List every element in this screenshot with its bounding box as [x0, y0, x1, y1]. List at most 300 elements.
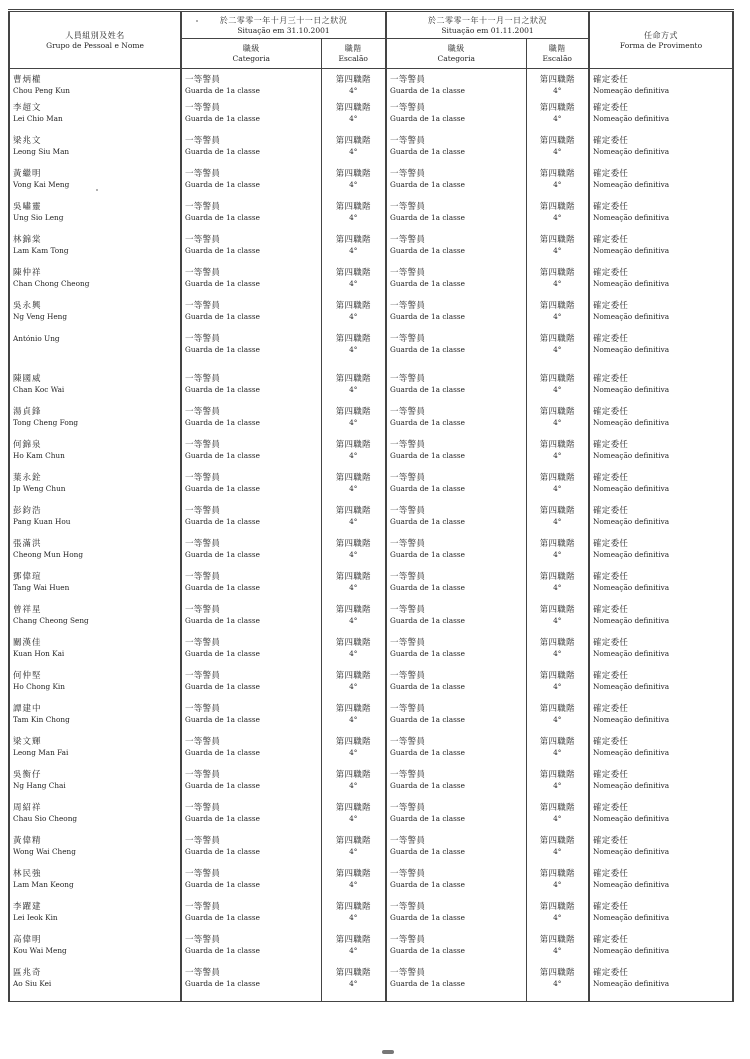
escalao-before-pt: 4°: [349, 484, 358, 493]
person-name-pt: Lam Kam Tong: [13, 246, 69, 255]
escalao-before-zh: 第四職階: [335, 169, 371, 179]
categoria-before: [181, 704, 321, 737]
forma-provimento: [589, 301, 733, 334]
person-name: [9, 671, 181, 704]
escalao-before-zh: 第四職階: [335, 136, 371, 146]
escalao-before: [321, 334, 386, 374]
person-name-pt: Chou Peng Kun: [13, 86, 70, 95]
person-name-zh: 陳仲祥: [13, 268, 42, 278]
forma-provimento: [589, 539, 733, 572]
categoria-before: [181, 869, 321, 902]
header-categoria-1-pt: Categoria: [232, 54, 270, 63]
forma-provimento-zh: 確定委任: [593, 770, 629, 780]
escalao-before-zh: 第四職階: [335, 202, 371, 212]
escalao-before: [321, 605, 386, 638]
escalao-after-pt: 4°: [553, 180, 562, 189]
forma-provimento: [589, 704, 733, 737]
forma-provimento: [589, 803, 733, 836]
forma-provimento-pt: Nomeação definitiva: [593, 583, 670, 592]
escalao-before-pt: 4°: [349, 451, 358, 460]
escalao-after: [526, 605, 589, 638]
categoria-after: [386, 473, 526, 506]
person-name-zh: 陳國威: [13, 374, 42, 384]
forma-provimento-zh: 確定委任: [593, 169, 629, 179]
person-name: [9, 638, 181, 671]
forma-provimento: [589, 572, 733, 605]
table-row: [9, 935, 733, 968]
categoria-before-zh: 一等警員: [185, 704, 221, 714]
header-forma-pt: Forma de Provimento: [619, 40, 703, 50]
header-period-2: [386, 11, 589, 39]
categoria-after-pt: Guarda de 1a classe: [390, 213, 465, 222]
categoria-after: [386, 572, 526, 605]
escalao-before-pt: 4°: [349, 748, 358, 757]
person-name: [9, 473, 181, 506]
escalao-after-zh: 第四職階: [539, 268, 575, 278]
escalao-after-pt: 4°: [553, 715, 562, 724]
categoria-after-zh: 一等警員: [390, 202, 426, 212]
person-name: [9, 737, 181, 770]
person-name-pt: Ng Veng Heng: [13, 312, 68, 321]
table-row: [9, 737, 733, 770]
escalao-after-zh: 第四職階: [539, 407, 575, 417]
person-name: [9, 902, 181, 935]
escalao-after: [526, 473, 589, 506]
escalao-after: [526, 136, 589, 169]
header-escalao-1-pt: Escalão: [338, 54, 368, 63]
categoria-after-zh: 一等警員: [390, 704, 426, 714]
escalao-before-zh: 第四職階: [335, 103, 371, 113]
categoria-before-pt: Guarda de 1a classe: [185, 583, 260, 592]
escalao-before: [321, 473, 386, 506]
categoria-after: [386, 235, 526, 268]
forma-provimento-zh: 確定委任: [593, 902, 629, 912]
escalao-after-pt: 4°: [553, 213, 562, 222]
escalao-after: [526, 374, 589, 407]
escalao-before: [321, 638, 386, 671]
forma-provimento-pt: Nomeação definitiva: [593, 946, 670, 955]
escalao-after: [526, 169, 589, 202]
categoria-after-pt: Guarda de 1a classe: [390, 418, 465, 427]
escalao-after: [526, 704, 589, 737]
categoria-after-zh: 一等警員: [390, 572, 426, 582]
person-name-pt: Vong Kai Meng: [13, 180, 70, 189]
escalao-after-zh: 第四職階: [539, 539, 575, 549]
escalao-after: [526, 902, 589, 935]
categoria-after-pt: Guarda de 1a classe: [390, 682, 465, 691]
header-name-column: [9, 11, 181, 69]
table-row: [9, 268, 733, 301]
forma-provimento-pt: Nomeação definitiva: [593, 180, 670, 189]
forma-provimento: [589, 902, 733, 935]
escalao-after-pt: 4°: [553, 550, 562, 559]
person-name-pt: Lei Ieok Kin: [13, 913, 58, 922]
person-name-zh: 周紹祥: [13, 803, 42, 813]
categoria-before-pt: Guarda de 1a classe: [185, 418, 260, 427]
escalao-before-pt: 4°: [349, 246, 358, 255]
categoria-before-pt: Guarda de 1a classe: [185, 114, 260, 123]
escalao-after: [526, 301, 589, 334]
forma-provimento: [589, 605, 733, 638]
categoria-after-zh: 一等警員: [390, 103, 426, 113]
escalao-after-zh: 第四職階: [539, 202, 575, 212]
escalao-before-pt: 4°: [349, 550, 358, 559]
escalao-after-pt: 4°: [553, 880, 562, 889]
escalao-before-zh: 第四職階: [335, 671, 371, 681]
categoria-before-pt: Guarda de 1a classe: [185, 246, 260, 255]
forma-provimento-zh: 確定委任: [593, 374, 629, 384]
categoria-after: [386, 803, 526, 836]
escalao-after: [526, 440, 589, 473]
escalao-after-pt: 4°: [553, 114, 562, 123]
person-name-zh: 黃繼明: [13, 169, 42, 179]
escalao-after-zh: 第四職階: [539, 169, 575, 179]
escalao-after-pt: 4°: [553, 682, 562, 691]
escalao-before-zh: 第四職階: [335, 334, 371, 344]
categoria-after-zh: 一等警員: [390, 506, 426, 516]
escalao-after: [526, 539, 589, 572]
scan-speck: [196, 20, 198, 22]
escalao-before: [321, 539, 386, 572]
categoria-after: [386, 169, 526, 202]
forma-provimento-pt: Nomeação definitiva: [593, 418, 670, 427]
categoria-before-zh: 一等警員: [185, 268, 221, 278]
forma-provimento: [589, 506, 733, 539]
categoria-before: [181, 836, 321, 869]
table-row: [9, 539, 733, 572]
escalao-before: [321, 202, 386, 235]
escalao-before-pt: 4°: [349, 649, 358, 658]
escalao-before-zh: 第四職階: [335, 407, 371, 417]
table-row: [9, 572, 733, 605]
categoria-before-zh: 一等警員: [185, 539, 221, 549]
table-row: [9, 836, 733, 869]
person-name-zh: 吳衡仔: [13, 770, 42, 780]
categoria-after: [386, 301, 526, 334]
categoria-after: [386, 407, 526, 440]
forma-provimento-zh: 確定委任: [593, 473, 629, 483]
categoria-before-zh: 一等警員: [185, 169, 221, 179]
person-name-zh: 林民強: [13, 869, 42, 879]
person-name-pt: Wong Wai Cheng: [13, 847, 76, 856]
categoria-before-pt: Guarda de 1a classe: [185, 781, 260, 790]
categoria-before: [181, 638, 321, 671]
categoria-before-pt: Guarda de 1a classe: [185, 451, 260, 460]
categoria-before: [181, 737, 321, 770]
person-name-pt: Ho Kam Chun: [13, 451, 65, 460]
escalao-before-zh: 第四職階: [335, 268, 371, 278]
categoria-before: [181, 671, 321, 704]
forma-provimento-pt: Nomeação definitiva: [593, 682, 670, 691]
forma-provimento-zh: 確定委任: [593, 301, 629, 311]
categoria-before-pt: Guarda de 1a classe: [185, 979, 260, 988]
table-row: [9, 902, 733, 935]
person-name-pt: Ng Hang Chai: [13, 781, 66, 790]
categoria-before: [181, 235, 321, 268]
categoria-before-zh: 一等警員: [185, 473, 221, 483]
personnel-table: [8, 9, 734, 1002]
categoria-after-pt: Guarda de 1a classe: [390, 114, 465, 123]
categoria-before-pt: Guarda de 1a classe: [185, 946, 260, 955]
escalao-after-pt: 4°: [553, 312, 562, 321]
escalao-before-zh: 第四職階: [335, 737, 371, 747]
escalao-after-pt: 4°: [553, 279, 562, 288]
escalao-after-pt: 4°: [553, 418, 562, 427]
categoria-after-pt: Guarda de 1a classe: [390, 946, 465, 955]
escalao-after-pt: 4°: [553, 814, 562, 823]
escalao-before-pt: 4°: [349, 781, 358, 790]
escalao-before: [321, 902, 386, 935]
categoria-after: [386, 334, 526, 374]
forma-provimento-zh: 確定委任: [593, 737, 629, 747]
escalao-after-pt: 4°: [553, 583, 562, 592]
escalao-before: [321, 737, 386, 770]
person-name: [9, 869, 181, 902]
categoria-before-pt: Guarda de 1a classe: [185, 682, 260, 691]
categoria-before: [181, 935, 321, 968]
escalao-after-pt: 4°: [553, 517, 562, 526]
forma-provimento-zh: 確定委任: [593, 506, 629, 516]
escalao-before-pt: 4°: [349, 814, 358, 823]
person-name-pt: Lam Man Keong: [13, 880, 74, 889]
escalao-before-pt: 4°: [349, 715, 358, 724]
escalao-before-zh: 第四職階: [335, 968, 371, 978]
categoria-before-zh: 一等警員: [185, 440, 221, 450]
forma-provimento-pt: Nomeação definitiva: [593, 484, 670, 493]
forma-provimento: [589, 103, 733, 136]
person-name-zh: 湯貞鋒: [13, 407, 42, 417]
person-name-pt: Tang Wai Huen: [13, 583, 70, 592]
categoria-after-pt: Guarda de 1a classe: [390, 180, 465, 189]
escalao-before: [321, 407, 386, 440]
categoria-after-zh: 一等警員: [390, 902, 426, 912]
categoria-before-pt: Guarda de 1a classe: [185, 312, 260, 321]
escalao-after-pt: 4°: [553, 847, 562, 856]
forma-provimento-zh: 確定委任: [593, 968, 629, 978]
escalao-after-zh: 第四職階: [539, 75, 575, 85]
categoria-after-zh: 一等警員: [390, 605, 426, 615]
forma-provimento: [589, 671, 733, 704]
categoria-after-pt: Guarda de 1a classe: [390, 345, 465, 354]
header-forma-column: [589, 11, 733, 69]
escalao-after: [526, 268, 589, 301]
header-forma-zh: 任命方式: [644, 30, 678, 40]
categoria-before-zh: 一等警員: [185, 671, 221, 681]
person-name-zh: 李躍建: [13, 902, 42, 912]
escalao-before-pt: 4°: [349, 583, 358, 592]
escalao-before-pt: 4°: [349, 880, 358, 889]
categoria-after: [386, 268, 526, 301]
categoria-after-pt: Guarda de 1a classe: [390, 847, 465, 856]
person-name: [9, 202, 181, 235]
categoria-after-pt: Guarda de 1a classe: [390, 583, 465, 592]
categoria-before-zh: 一等警員: [185, 235, 221, 245]
person-name-zh: 何錦泉: [13, 440, 42, 450]
header-categoria-2-pt: Categoria: [437, 54, 475, 63]
forma-provimento-pt: Nomeação definitiva: [593, 748, 670, 757]
escalao-before: [321, 69, 386, 104]
categoria-before-zh: 一等警員: [185, 506, 221, 516]
forma-provimento-zh: 確定委任: [593, 836, 629, 846]
escalao-after: [526, 407, 589, 440]
forma-provimento-zh: 確定委任: [593, 638, 629, 648]
categoria-after-pt: Guarda de 1a classe: [390, 246, 465, 255]
escalao-after-zh: 第四職階: [539, 869, 575, 879]
table-row: [9, 770, 733, 803]
escalao-before-pt: 4°: [349, 180, 358, 189]
header-categoria-1-zh: 職級: [242, 44, 260, 53]
forma-provimento: [589, 935, 733, 968]
categoria-before-pt: Guarda de 1a classe: [185, 517, 260, 526]
escalao-before-pt: 4°: [349, 385, 358, 394]
forma-provimento-pt: Nomeação definitiva: [593, 86, 670, 95]
table-row: [9, 407, 733, 440]
escalao-before-pt: 4°: [349, 913, 358, 922]
categoria-before: [181, 902, 321, 935]
escalao-after-zh: 第四職階: [539, 506, 575, 516]
escalao-after-pt: 4°: [553, 86, 562, 95]
forma-provimento-zh: 確定委任: [593, 671, 629, 681]
person-name-zh: 曹炳權: [13, 75, 42, 85]
categoria-after-zh: 一等警員: [390, 334, 426, 344]
forma-provimento: [589, 836, 733, 869]
person-name: [9, 334, 181, 374]
escalao-after-zh: 第四職階: [539, 572, 575, 582]
table-row: [9, 334, 733, 374]
categoria-before-pt: Guarda de 1a classe: [185, 385, 260, 394]
categoria-before: [181, 770, 321, 803]
escalao-before-pt: 4°: [349, 616, 358, 625]
escalao-before-zh: 第四職階: [335, 440, 371, 450]
categoria-after-zh: 一等警員: [390, 301, 426, 311]
person-name-zh: 彭鈞浩: [13, 506, 42, 516]
forma-provimento-zh: 確定委任: [593, 103, 629, 113]
escalao-before: [321, 968, 386, 1002]
categoria-before-pt: Guarda de 1a classe: [185, 616, 260, 625]
categoria-after-pt: Guarda de 1a classe: [390, 451, 465, 460]
categoria-after-pt: Guarda de 1a classe: [390, 913, 465, 922]
escalao-before-zh: 第四職階: [335, 572, 371, 582]
escalao-after: [526, 202, 589, 235]
table-row: [9, 506, 733, 539]
table-row: [9, 69, 733, 104]
categoria-before-zh: 一等警員: [185, 770, 221, 780]
escalao-before-zh: 第四職階: [335, 473, 371, 483]
categoria-before: [181, 202, 321, 235]
forma-provimento: [589, 136, 733, 169]
table-row: [9, 103, 733, 136]
person-name-zh: 張滿洪: [13, 539, 42, 549]
categoria-before-pt: Guarda de 1a classe: [185, 484, 260, 493]
categoria-before: [181, 407, 321, 440]
forma-provimento-zh: 確定委任: [593, 268, 629, 278]
categoria-after: [386, 935, 526, 968]
categoria-after: [386, 671, 526, 704]
forma-provimento: [589, 473, 733, 506]
escalao-after-pt: 4°: [553, 385, 562, 394]
forma-provimento: [589, 968, 733, 1002]
categoria-before: [181, 506, 321, 539]
person-name-pt: Kuan Hon Kai: [13, 649, 65, 658]
person-name: [9, 704, 181, 737]
forma-provimento-pt: Nomeação definitiva: [593, 814, 670, 823]
person-name: [9, 935, 181, 968]
forma-provimento: [589, 440, 733, 473]
categoria-before-zh: 一等警員: [185, 374, 221, 384]
forma-provimento-zh: 確定委任: [593, 136, 629, 146]
forma-provimento-zh: 確定委任: [593, 334, 629, 344]
categoria-before-zh: 一等警員: [185, 902, 221, 912]
forma-provimento-pt: Nomeação definitiva: [593, 715, 670, 724]
person-name: [9, 301, 181, 334]
forma-provimento-pt: Nomeação definitiva: [593, 279, 670, 288]
categoria-after: [386, 69, 526, 104]
categoria-after-zh: 一等警員: [390, 407, 426, 417]
person-name-pt: Cheong Mun Hong: [13, 550, 84, 559]
forma-provimento: [589, 202, 733, 235]
header-escalao-1: [321, 39, 386, 69]
escalao-before-zh: 第四職階: [335, 506, 371, 516]
table-row: [9, 803, 733, 836]
table-row: [9, 605, 733, 638]
categoria-before-zh: 一等警員: [185, 407, 221, 417]
person-name-zh: 葉永銓: [13, 473, 42, 483]
categoria-before: [181, 169, 321, 202]
forma-provimento-pt: Nomeação definitiva: [593, 550, 670, 559]
escalao-after: [526, 334, 589, 374]
table-row: [9, 671, 733, 704]
forma-provimento: [589, 334, 733, 374]
escalao-after: [526, 572, 589, 605]
forma-provimento-zh: 確定委任: [593, 407, 629, 417]
person-name-pt: Chang Cheong Seng: [13, 616, 89, 625]
person-name-zh: 梁兆文: [13, 136, 42, 146]
forma-provimento-zh: 確定委任: [593, 539, 629, 549]
categoria-after: [386, 902, 526, 935]
person-name-zh: 李超文: [13, 103, 42, 113]
categoria-after-pt: Guarda de 1a classe: [390, 814, 465, 823]
categoria-before-pt: Guarda de 1a classe: [185, 550, 260, 559]
escalao-after-zh: 第四職階: [539, 235, 575, 245]
categoria-after: [386, 374, 526, 407]
table-row: [9, 169, 733, 202]
escalao-after-zh: 第四職階: [539, 836, 575, 846]
escalao-after-pt: 4°: [553, 649, 562, 658]
person-name: [9, 539, 181, 572]
escalao-before-zh: 第四職階: [335, 803, 371, 813]
escalao-before-pt: 4°: [349, 345, 358, 354]
escalao-before-zh: 第四職階: [335, 75, 371, 85]
person-name-pt: Chan Koc Wai: [13, 385, 65, 394]
categoria-after-pt: Guarda de 1a classe: [390, 279, 465, 288]
escalao-before-zh: 第四職階: [335, 836, 371, 846]
person-name-zh: 何仲堅: [13, 671, 42, 681]
categoria-after-pt: Guarda de 1a classe: [390, 880, 465, 889]
categoria-after-zh: 一等警員: [390, 374, 426, 384]
person-name-zh: 吳嘯靈: [13, 202, 42, 212]
forma-provimento: [589, 737, 733, 770]
escalao-before-pt: 4°: [349, 517, 358, 526]
categoria-after-zh: 一等警員: [390, 671, 426, 681]
escalao-after-zh: 第四職階: [539, 737, 575, 747]
categoria-after-zh: 一等警員: [390, 836, 426, 846]
categoria-after-pt: Guarda de 1a classe: [390, 550, 465, 559]
header-period-1-pt: Situação em 31.10.2001: [237, 25, 330, 35]
person-name-zh: 黃偉精: [13, 836, 42, 846]
escalao-before: [321, 770, 386, 803]
person-name: [9, 572, 181, 605]
escalao-after: [526, 506, 589, 539]
